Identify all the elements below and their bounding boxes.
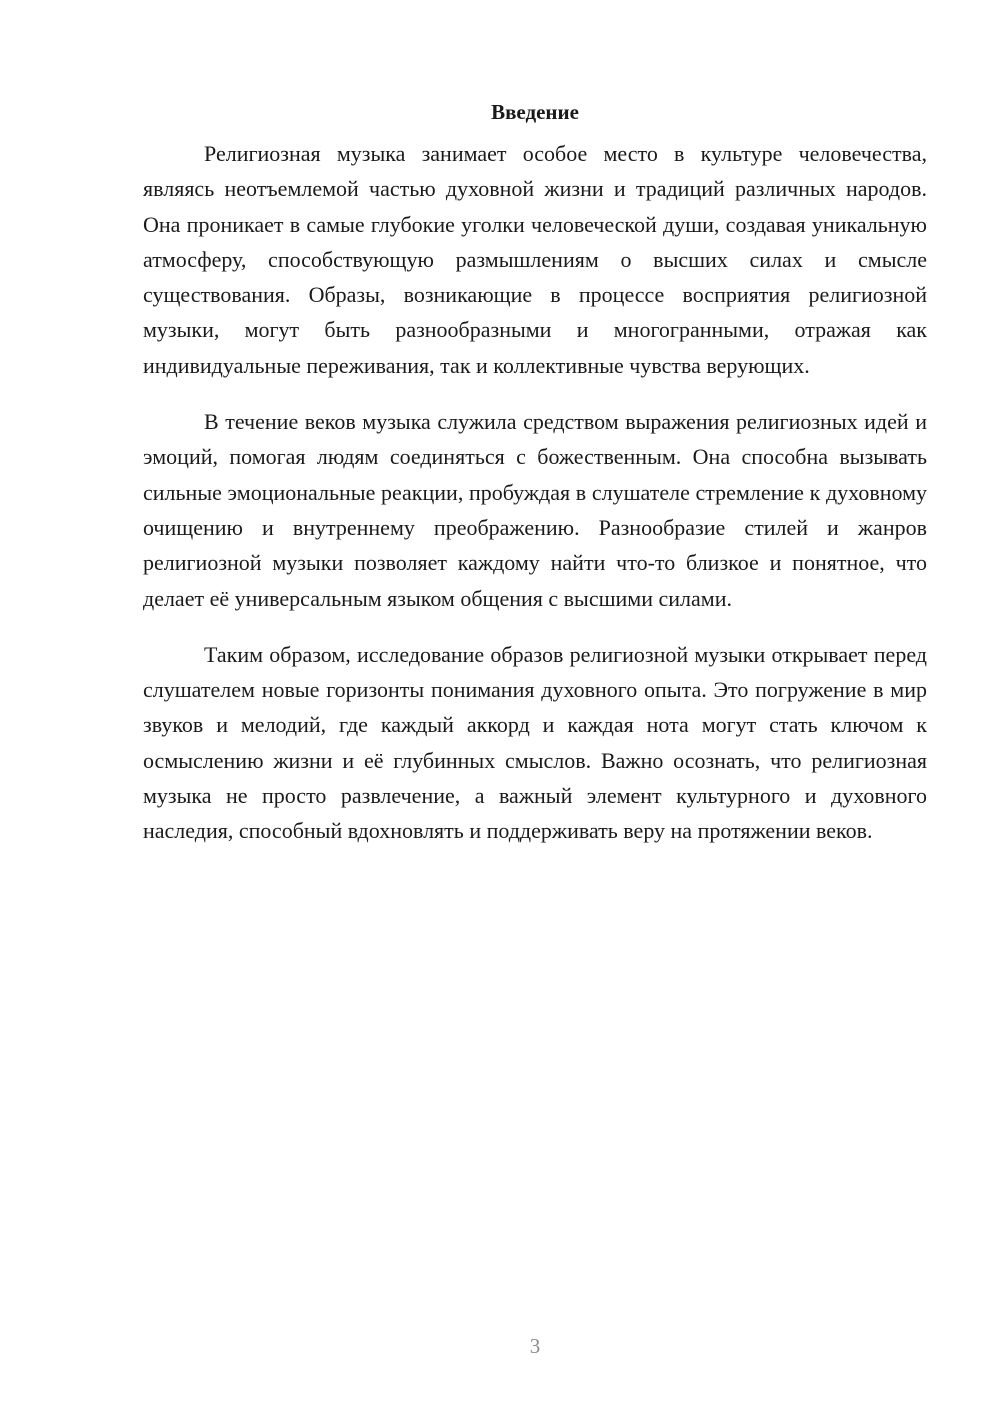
page-content bbox=[143, 95, 927, 870]
paragraph-2: В течение веков музыка служила средством выражения религиозных идей и эмоций, помогая людям соединяться с божественным. Она способна вызывать сильные эмоциональные реакции, пробуждая в слушателе стремление к духовному очищению и внутреннему преображению. Разнообразие стилей и жанров религиозной музыки позволяет каждому найти что-то близкое и понятное, что делает её универсальным языком общения с высшими силами. bbox=[143, 409, 927, 611]
paragraph-3: Таким образом, исследование образов религиозной музыки открывает перед слушателем новые горизонты понимания духовного опыта. Это погружение в мир звуков и мелодий, где каждый аккорд и каждая нота могут стать ключом к осмыслению жизни и её глубинных смыслов. Важно осознать, что религиозная музыка не просто развлечение, а важный элемент культурного и духовного наследия, способный вдохновлять и поддерживать веру на протяжении веков. bbox=[143, 641, 927, 844]
paragraph-1: Религиозная музыка занимает особое место в культуре человечества, являясь неотъемлемой частью духовной жизни и традиций различных народов. Она проникает в самые глубокие уголки человеческой души, создавая уникальную атмосферу, способствующую размышлениям о высших силах и смысле существования. Образы, возникающие в процессе восприятия религиозной музыки, могут быть разнообразными и многогранными, отражая как индивидуальные переживания, так и коллективные чувства верующих. bbox=[143, 141, 927, 378]
page-number: 3 bbox=[529, 1334, 541, 1358]
section-heading: Введение bbox=[491, 100, 579, 124]
